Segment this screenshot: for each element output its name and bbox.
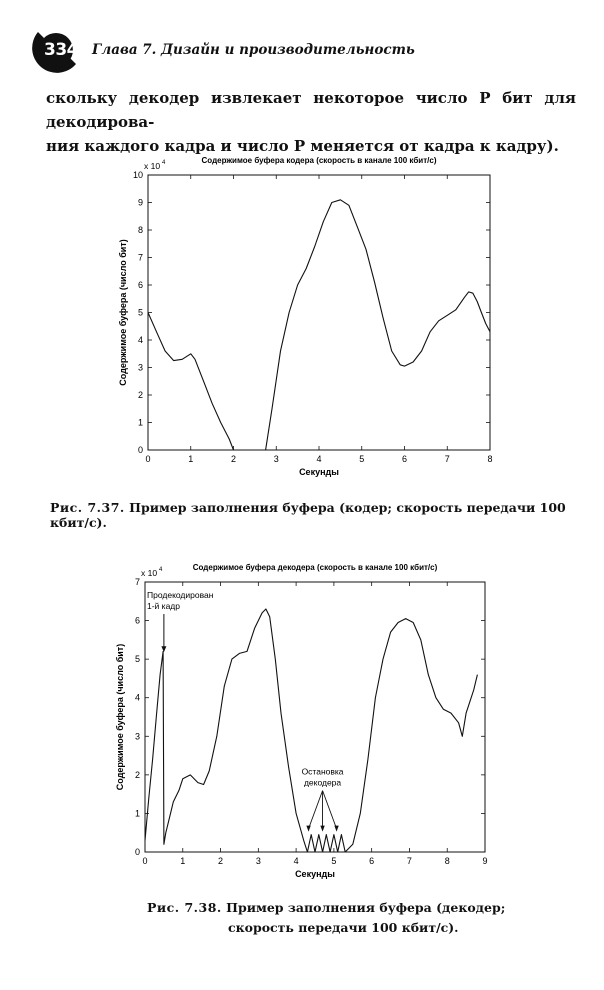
annotation-arrowhead xyxy=(161,646,166,652)
x-tick-label: 4 xyxy=(293,856,299,866)
annotation-arrowhead xyxy=(334,826,338,832)
x-tick-label: 6 xyxy=(401,454,408,464)
y-tick-label: 6 xyxy=(137,280,143,290)
caption-text: скорость передачи 100 кбит/с). xyxy=(228,920,459,935)
running-title: Глава 7. Дизайн и производительность xyxy=(92,42,415,58)
y-axis-label: Содержимое буфера (число бит) xyxy=(118,239,128,386)
x-tick-label: 1 xyxy=(180,856,186,866)
y-axis-label: Содержимое буфера (число бит) xyxy=(115,643,125,791)
y-tick-label: 4 xyxy=(134,692,140,703)
figure-caption-line2 xyxy=(228,920,459,935)
x-tick-label: 7 xyxy=(406,856,412,866)
x-tick-label: 4 xyxy=(316,454,322,464)
x-tick-label: 5 xyxy=(331,856,337,866)
page-header xyxy=(30,28,590,76)
y-tick-label: 10 xyxy=(132,170,143,180)
y-tick-label: 0 xyxy=(137,445,143,455)
x-tick-label: 7 xyxy=(444,454,450,464)
annotation-text: 1-й кадр xyxy=(147,601,180,611)
figure-caption xyxy=(147,900,505,915)
annotation-arrowhead xyxy=(306,826,310,832)
y-multiplier: x 10 xyxy=(144,161,161,171)
annotation-arrowhead xyxy=(320,826,324,832)
y-tick-label: 5 xyxy=(134,654,140,665)
annotation-arrow xyxy=(323,791,337,829)
series-line xyxy=(148,200,490,450)
annotation-text: Продекодирован xyxy=(147,590,214,600)
page-number: 334 xyxy=(44,40,78,60)
x-tick-label: 1 xyxy=(188,454,194,464)
x-tick-label: 2 xyxy=(218,856,224,866)
y-tick-label: 2 xyxy=(137,390,143,400)
annotation-text: Остановка xyxy=(301,766,344,777)
caption-text: Пример заполнения буфера (кодер; скорость передачи 100 кбит/с). xyxy=(50,500,566,530)
x-tick-label: 0 xyxy=(145,454,151,464)
y-tick-label: 7 xyxy=(134,577,140,587)
x-tick-label: 2 xyxy=(230,454,237,464)
y-tick-label: 6 xyxy=(134,615,140,626)
x-tick-label: 6 xyxy=(369,856,375,866)
y-multiplier: x 10 xyxy=(141,568,158,578)
paragraph-line: скольку декодер извлекает некоторое число P бит для декодирова- xyxy=(46,89,576,131)
caption-text: Пример заполнения буфера (декодер; xyxy=(226,900,506,915)
y-tick-label: 1 xyxy=(134,808,140,819)
chart-title: Содержимое буфера декодера (скорость в канале 100 кбит/с) xyxy=(192,563,438,572)
annotation-arrow xyxy=(309,791,323,829)
y-tick-label: 7 xyxy=(137,252,143,263)
y-multiplier-exponent: 4 xyxy=(159,567,163,573)
y-tick-label: 4 xyxy=(137,335,143,345)
x-axis-label: Секунды xyxy=(295,869,335,879)
x-tick-label: 3 xyxy=(273,454,279,464)
y-multiplier-exponent: 4 xyxy=(162,160,166,166)
y-tick-label: 2 xyxy=(134,769,140,780)
figure-caption xyxy=(50,500,604,530)
x-tick-label: 8 xyxy=(487,454,493,464)
y-tick-label: 9 xyxy=(137,197,143,208)
y-tick-label: 1 xyxy=(137,417,143,428)
y-tick-label: 0 xyxy=(134,847,140,857)
y-tick-label: 3 xyxy=(134,731,140,742)
y-tick-label: 8 xyxy=(137,225,143,235)
encoder-buffer-chart xyxy=(100,148,520,486)
y-tick-label: 5 xyxy=(137,307,143,318)
paragraph-line: ния каждого кадра и число P меняется от кадра к кадру). xyxy=(46,137,559,155)
x-axis-label: Секунды xyxy=(299,467,339,477)
x-tick-label: 9 xyxy=(482,856,488,866)
series-line xyxy=(145,609,477,852)
x-tick-label: 8 xyxy=(444,856,450,866)
caption-label: Рис. 7.38. xyxy=(147,900,222,915)
decoder-buffer-chart xyxy=(100,556,520,886)
x-tick-label: 5 xyxy=(359,454,365,464)
x-tick-label: 3 xyxy=(255,856,261,866)
plot-frame xyxy=(148,175,490,450)
x-tick-label: 0 xyxy=(142,856,148,866)
y-tick-label: 3 xyxy=(137,362,143,373)
annotation-text: декодера xyxy=(303,777,342,788)
caption-label: Рис. 7.37. xyxy=(50,500,125,515)
chart-title: Содержимое буфера кодера (скорость в канале 100 кбит/с) xyxy=(201,156,437,165)
